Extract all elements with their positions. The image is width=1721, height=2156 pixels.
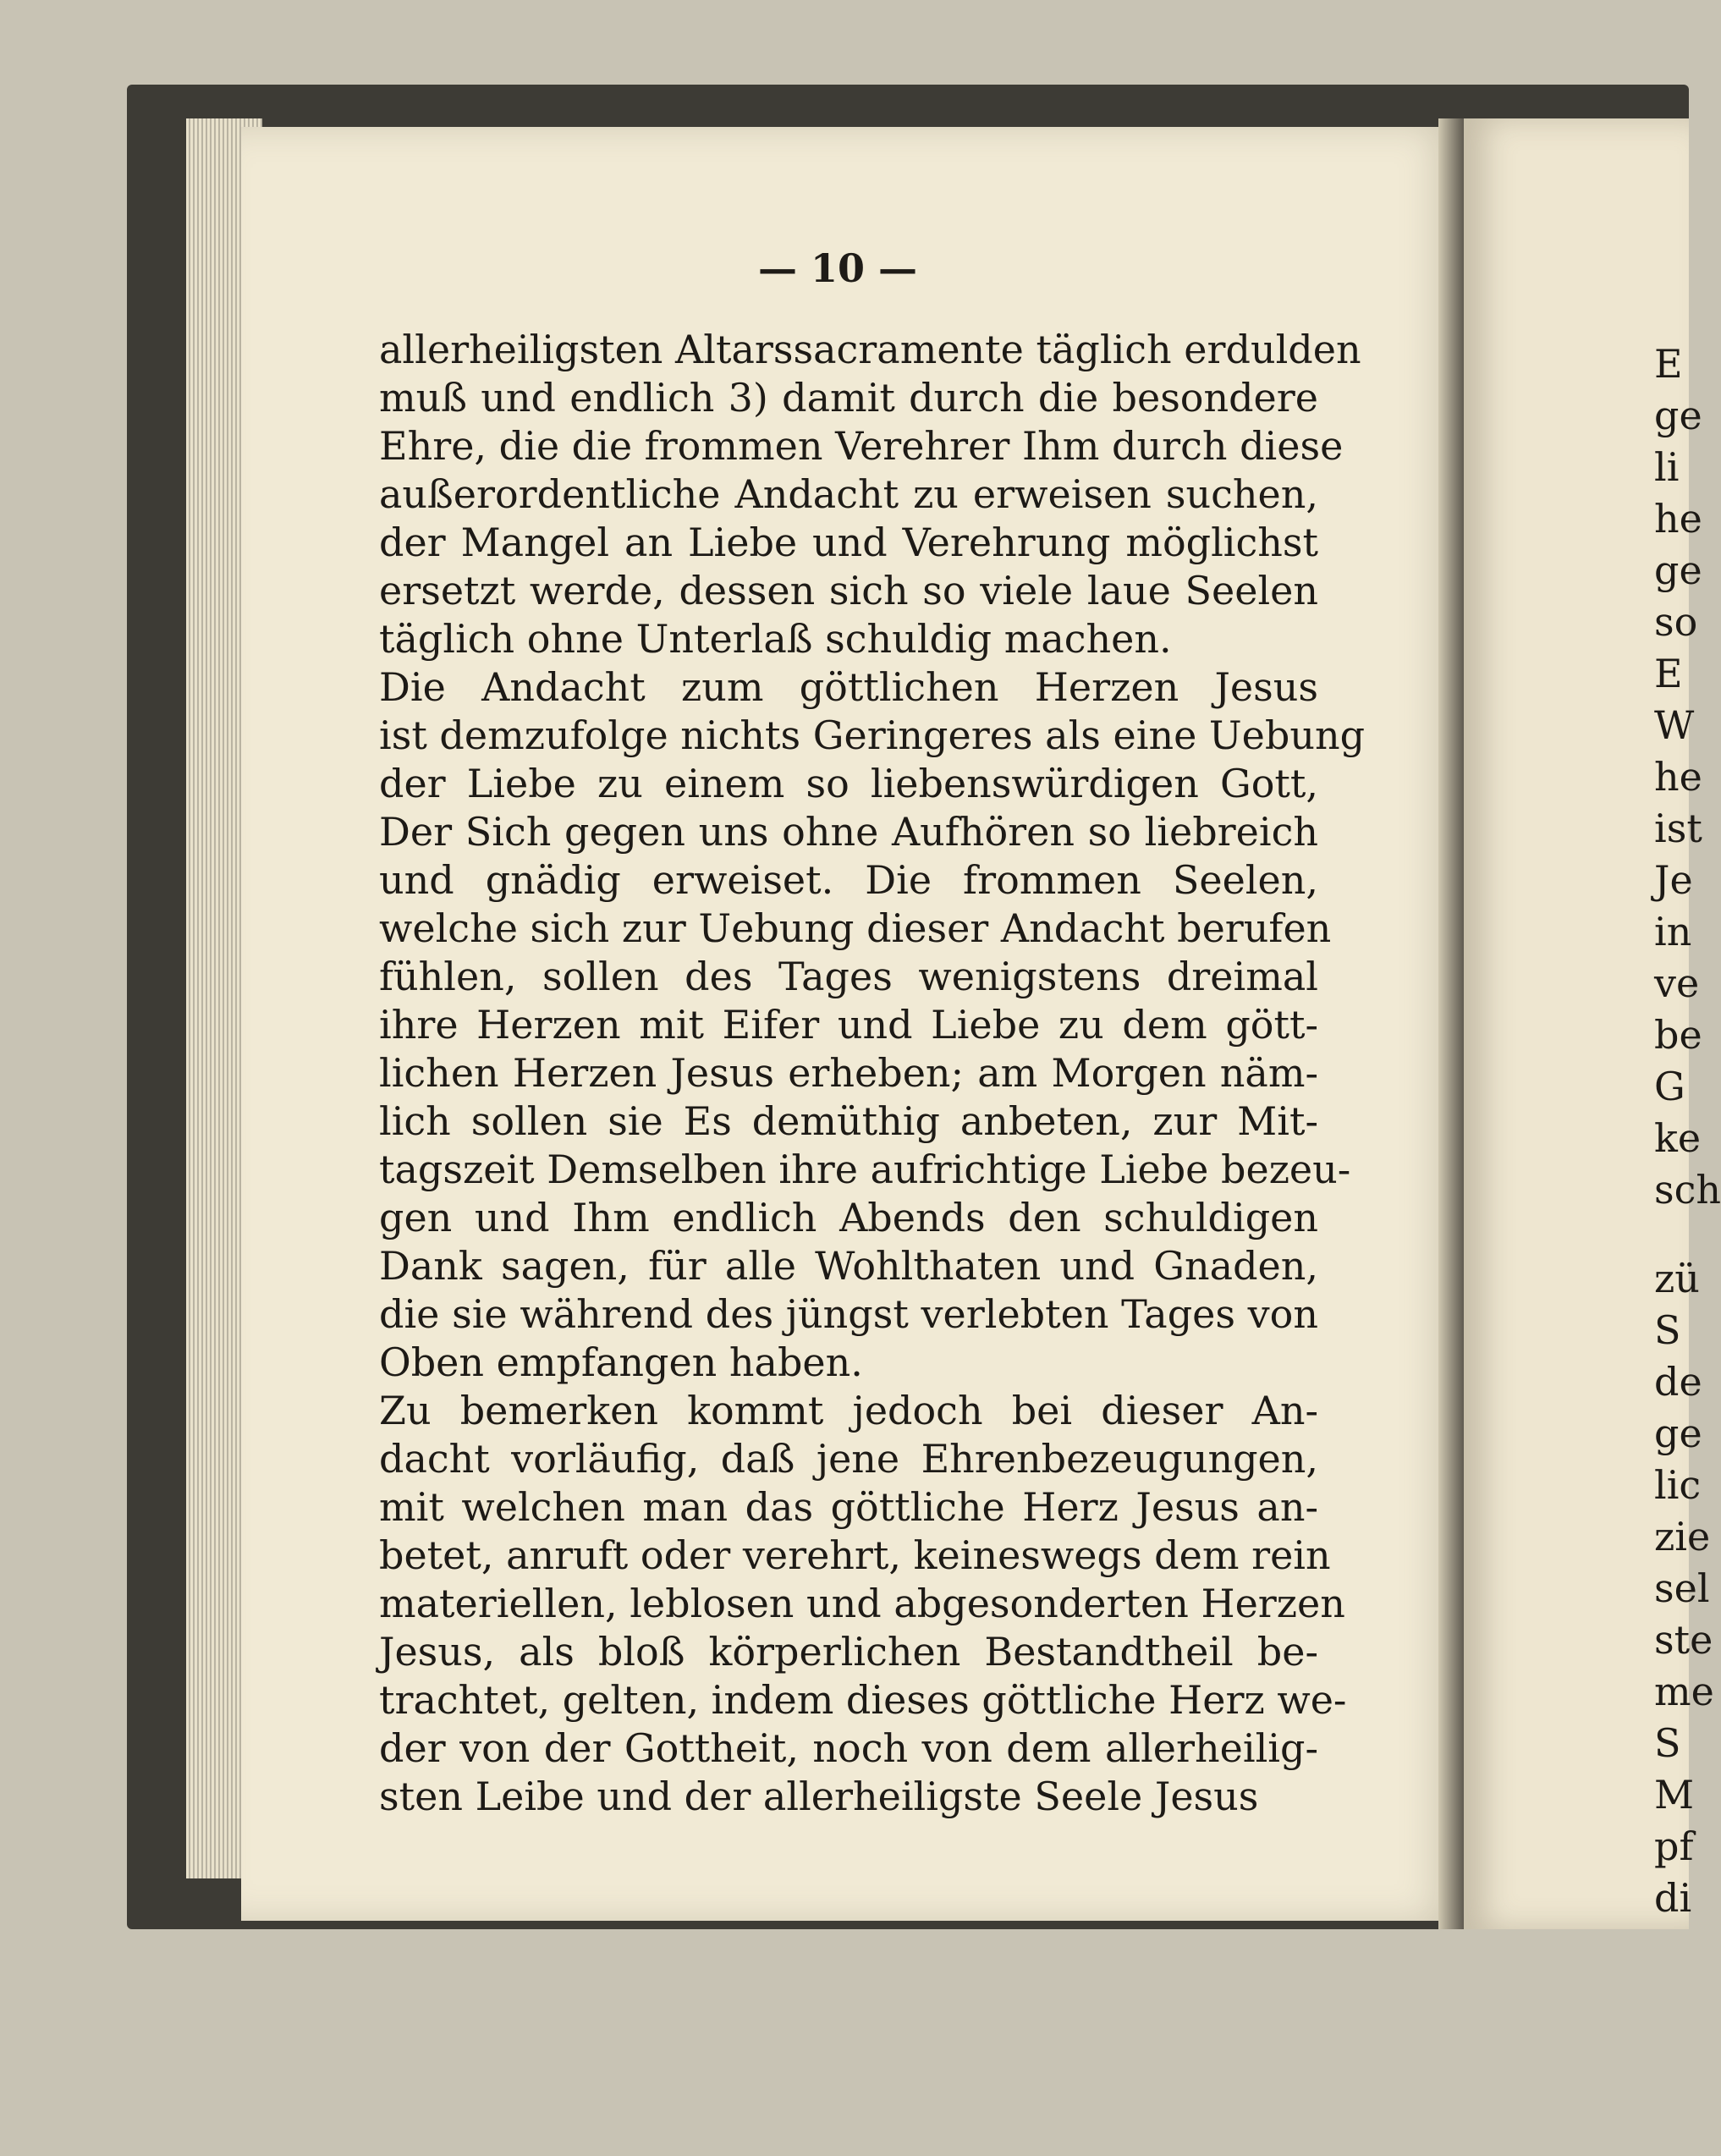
right-page-fragment: in	[1654, 909, 1692, 954]
text-line: fühlen, sollen des Tages wenigstens dreimal	[379, 954, 1318, 999]
text-line: Oben empfangen haben.	[379, 1339, 863, 1385]
book-gutter	[1438, 118, 1464, 1929]
right-page-fragment: S	[1654, 1720, 1681, 1766]
page-number: — 10 —	[757, 245, 918, 291]
right-page-fragment: di	[1654, 1875, 1692, 1921]
text-line: Jesus, als bloß körperlichen Bestandtheil be-	[379, 1629, 1318, 1675]
right-page-fragment: G	[1654, 1064, 1685, 1109]
right-page-fragment: ge	[1654, 1411, 1702, 1456]
text-line: gen und Ihm endlich Abends den schuldigen	[379, 1195, 1318, 1240]
text-line: sten Leibe und der allerheiligste Seele Jesus	[379, 1774, 1259, 1819]
right-page-fragment: E	[1654, 651, 1683, 696]
right-page-fragment: ste	[1654, 1617, 1713, 1663]
text-line: trachtet, gelten, indem dieses göttliche Herz we-	[379, 1677, 1347, 1723]
text-line: lichen Herzen Jesus erheben; am Morgen näm-	[379, 1050, 1318, 1096]
text-line: täglich ohne Unterlaß schuldig machen.	[379, 616, 1172, 662]
right-page-fragment: so	[1654, 599, 1698, 645]
text-line: muß und endlich 3) damit durch die besondere	[379, 375, 1318, 421]
page-body-text	[379, 326, 1366, 1821]
text-line: Dank sagen, für alle Wohlthaten und Gnaden,	[379, 1243, 1318, 1289]
text-line: Zu bemerken kommt jedoch bei dieser An-	[379, 1388, 1318, 1433]
text-line: mit welchen man das göttliche Herz Jesus an-	[379, 1484, 1318, 1530]
text-line: ersetzt werde, dessen sich so viele laue Seelen	[379, 568, 1318, 613]
text-line: ist demzufolge nichts Geringeres als eine Uebung	[379, 712, 1366, 758]
right-page-fragment: ge	[1654, 547, 1702, 593]
right-page-fragment: E	[1654, 341, 1683, 387]
right-page-fragment: me	[1654, 1669, 1714, 1714]
text-line: tagszeit Demselben ihre aufrichtige Liebe bezeu-	[379, 1147, 1351, 1192]
right-page-fragment: sel	[1654, 1565, 1710, 1611]
right-page-fragment: ke	[1654, 1115, 1702, 1161]
text-line: der Liebe zu einem so liebenswürdigen Gott,	[379, 761, 1318, 806]
text-line: der Mangel an Liebe und Verehrung möglichst	[379, 520, 1318, 565]
right-page-fragment: de	[1654, 1359, 1702, 1405]
right-page-fragment: pf	[1654, 1823, 1694, 1869]
text-line: die sie während des jüngst verlebten Tages von	[379, 1291, 1318, 1337]
text-line: und gnädig erweiset. Die frommen Seelen,	[379, 857, 1318, 903]
right-page-fragment: S	[1654, 1307, 1681, 1353]
text-line: Die Andacht zum göttlichen Herzen Jesus	[379, 664, 1318, 710]
text-line: dacht vorläufig, daß jene Ehrenbezeugungen,	[379, 1436, 1318, 1482]
right-page-fragment: he	[1654, 754, 1702, 800]
right-page-fragment: lic	[1654, 1462, 1702, 1508]
right-page-fragment: Je	[1654, 857, 1693, 903]
text-line: betet, anruft oder verehrt, keineswegs dem rein	[379, 1532, 1331, 1578]
right-page-fragment: M	[1654, 1772, 1695, 1818]
text-line: lich sollen sie Es demüthig anbeten, zur Mit-	[379, 1098, 1318, 1144]
text-line: der von der Gottheit, noch von dem allerheilig-	[379, 1725, 1318, 1771]
text-line: welche sich zur Uebung dieser Andacht berufen	[379, 905, 1332, 951]
right-page-text-fragments	[1654, 338, 1721, 1924]
right-page-fragment: sch	[1654, 1167, 1721, 1213]
right-page-fragment: ist	[1654, 806, 1702, 851]
right-page-fragment: zü	[1654, 1256, 1700, 1301]
text-line: Der Sich gegen uns ohne Aufhören so liebreich	[379, 809, 1318, 855]
right-page-fragment: be	[1654, 1012, 1702, 1058]
text-line: ihre Herzen mit Eifer und Liebe zu dem gött-	[379, 1002, 1318, 1048]
right-page-fragment: ve	[1654, 960, 1700, 1006]
text-line: außerordentliche Andacht zu erweisen suchen,	[379, 471, 1318, 517]
right-page-fragment: he	[1654, 496, 1702, 542]
text-line: allerheiligsten Altarssacramente täglich erdulden	[379, 327, 1361, 372]
text-line: materiellen, leblosen und abgesonderten Herzen	[379, 1581, 1345, 1626]
right-page-fragment: ge	[1654, 393, 1702, 438]
right-page-fragment: li	[1654, 444, 1680, 490]
text-line: Ehre, die die frommen Verehrer Ihm durch diese	[379, 423, 1344, 469]
right-page-fragment: zie	[1654, 1514, 1711, 1559]
right-page-fragment: W	[1654, 702, 1695, 748]
